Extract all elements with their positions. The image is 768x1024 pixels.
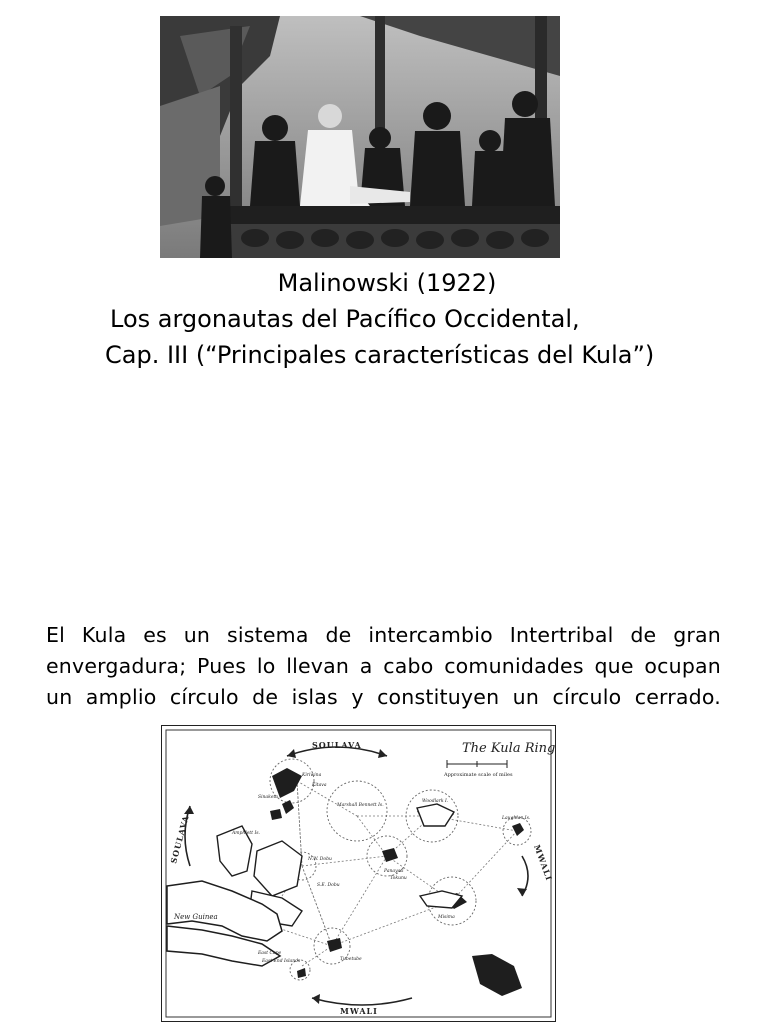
- label-nw-dobu: N.W. Dobu: [308, 857, 332, 862]
- map-scale-caption: Approximate scale of miles: [444, 772, 513, 778]
- label-marshall-bennett: Marshall Bennett Is.: [337, 803, 384, 808]
- title-author-year: Malinowski (1922): [277, 269, 497, 297]
- photo-illustration: [160, 16, 560, 258]
- kula-description: El Kula es un sistema de intercambio Intertribal de gran envergadura; Pues lo llevan a cabo comunidades que ocupan un amplio círculo de islas y constituyen un círculo cerrado.: [46, 623, 721, 709]
- label-woodlark: Woodlark I.: [422, 799, 449, 804]
- label-east-cape: East Cape: [258, 951, 282, 956]
- map-illustration: [162, 726, 555, 1021]
- label-sinaketa: Sinaketa: [258, 795, 278, 800]
- label-se-dobu: S.E. Dobu: [317, 883, 340, 888]
- label-laughlan: Laughlan Is.: [502, 816, 531, 821]
- label-tokunu: Tokunu: [390, 876, 407, 881]
- map-title: The Kula Ring: [462, 741, 555, 756]
- label-amphlett: Amphlett Is.: [232, 831, 260, 836]
- label-mwali-bottom: MWALI: [340, 1006, 378, 1016]
- title-chapter: Cap. III (“Principales características del Kula”): [105, 341, 655, 369]
- kula-ring-map: [161, 725, 556, 1022]
- label-kiriwina: Kiriwina: [302, 773, 322, 778]
- label-misima: Misima: [438, 915, 455, 920]
- malinowski-photo: [160, 16, 560, 258]
- label-mwali-right: MWALI: [532, 843, 555, 883]
- label-soulava-left: SOULAVA: [168, 813, 191, 865]
- label-kitava: Kitava: [312, 783, 327, 788]
- label-soulava-top: SOULAVA: [312, 740, 362, 750]
- label-panayati: Panayati: [384, 869, 404, 874]
- title-book: Los argonautas del Pacífico Occidental,: [110, 305, 580, 333]
- label-new-guinea: New Guinea: [174, 913, 218, 921]
- label-tubetube: Tubetube: [340, 957, 362, 962]
- label-east-end-islands: East End Islands: [262, 959, 301, 964]
- title-block: [0, 265, 768, 373]
